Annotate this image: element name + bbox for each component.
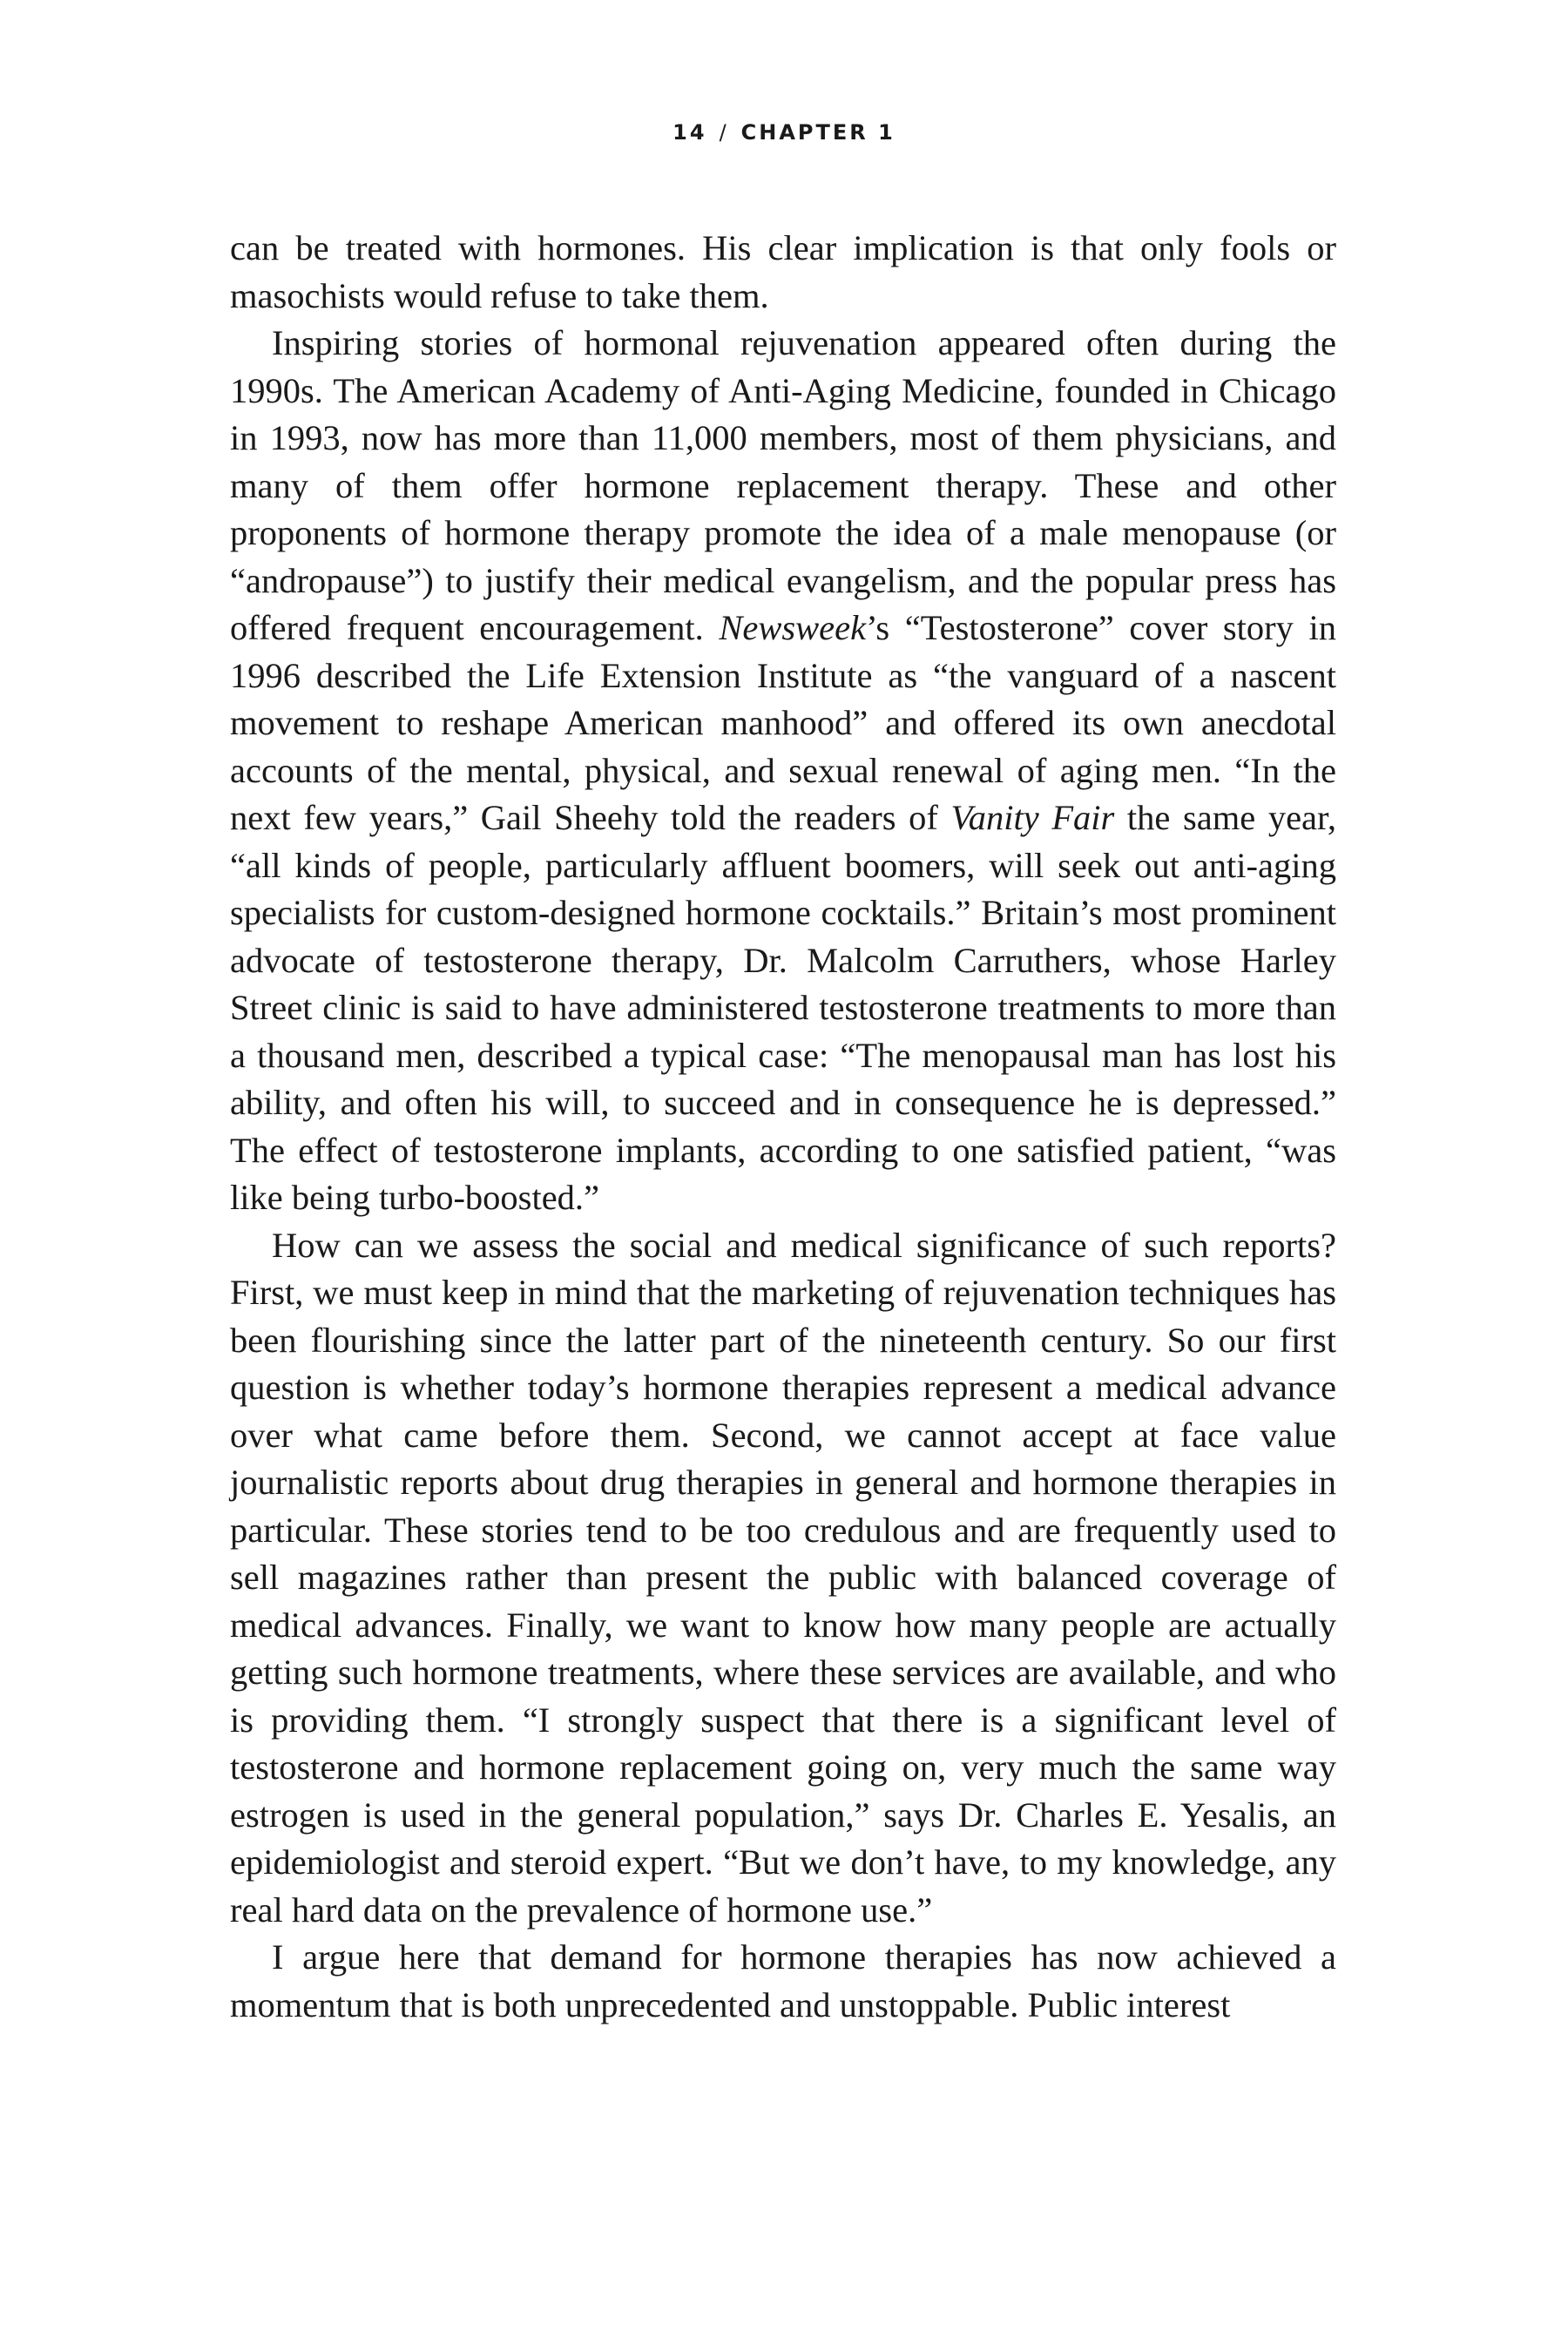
paragraph-3: How can we assess the social and medical significance of such reports? First, we must keep in mind that the marketing of rejuvenation techniques has been flourishing since the latter part of the nineteenth century. So our first question is whether today’s hormone therapies represent a medical advance over what came before them. Second, we cannot accept at face value journalistic reports about drug therapies in general and hormone therapies in particular. These stories tend to be too credulous and are frequently used to sell magazines rather than present the public with balanced coverage of medical advances. Finally, we want to know how many people are actually getting such hormone treatments, where these services are available, and who is providing them. “I strongly suspect that there is a significant level of testosterone and hormone replacement going on, very much the same way estrogen is used in the general population,” says Dr. Charles E. Yesalis, an epidemiologist and steroid expert. “But we don’t have, to my knowledge, any real hard data on the prevalence of hormone use.” (230, 1225, 1336, 1930)
paragraph-1: can be treated with hormones. His clear implication is that only fools or masochists would refuse to take them. (230, 228, 1336, 315)
running-head (0, 120, 1568, 145)
paragraph-2-part-1: Inspiring stories of hormonal rejuvenation appeared often during the 1990s. The American Academy of Anti-Aging Medicine, founded in Chicago in 1993, now has more than 11,000 members, most of them physicians, and many of them offer hormone replacement therapy. These and other proponents of hormone therapy promote the idea of a male menopause (or “andropause”) to justify their medical evangelism, and the popular press has offered frequent encouragement. (230, 323, 1336, 647)
vanity-fair-title: Vanity Fair (950, 798, 1115, 837)
paragraph-2-part-2: ’s “Testosterone” cover story in 1996 described the Life Extension Institute as “the vanguard of a nascent movement to reshape American manhood” and offered its own anecdotal accounts of the mental, physical, and sexual renewal of aging men. “In the next few years,” Gail Sheehy told the readers of (230, 608, 1336, 837)
header-separator: / (719, 120, 729, 145)
paragraph-4: I argue here that demand for hormone therapies has now achieved a momentum that is both unprecedented and unstoppable. Public interest (230, 1937, 1336, 2024)
chapter-label: CHAPTER 1 (740, 120, 896, 145)
page-number: 14 (672, 120, 707, 145)
body-text (230, 225, 1336, 2029)
newsweek-title: Newsweek (719, 608, 867, 647)
paragraph-2 (230, 320, 1336, 1222)
paragraph-2-part-3: the same year, “all kinds of people, particularly affluent boomers, will seek out anti-aging specialists for custom-designed hormone cocktails.” Britain’s most prominent advocate of testosterone therapy, Dr. Malcolm Carruthers, whose Harley Street clinic is said to have administered testosterone treatments to more than a thousand men, described a typical case: “The menopausal man has lost his ability, and often his will, to succeed and in consequence he is depressed.” The effect of testosterone implants, according to one satisfied patient, “was like being turbo-boosted.” (230, 798, 1337, 1217)
